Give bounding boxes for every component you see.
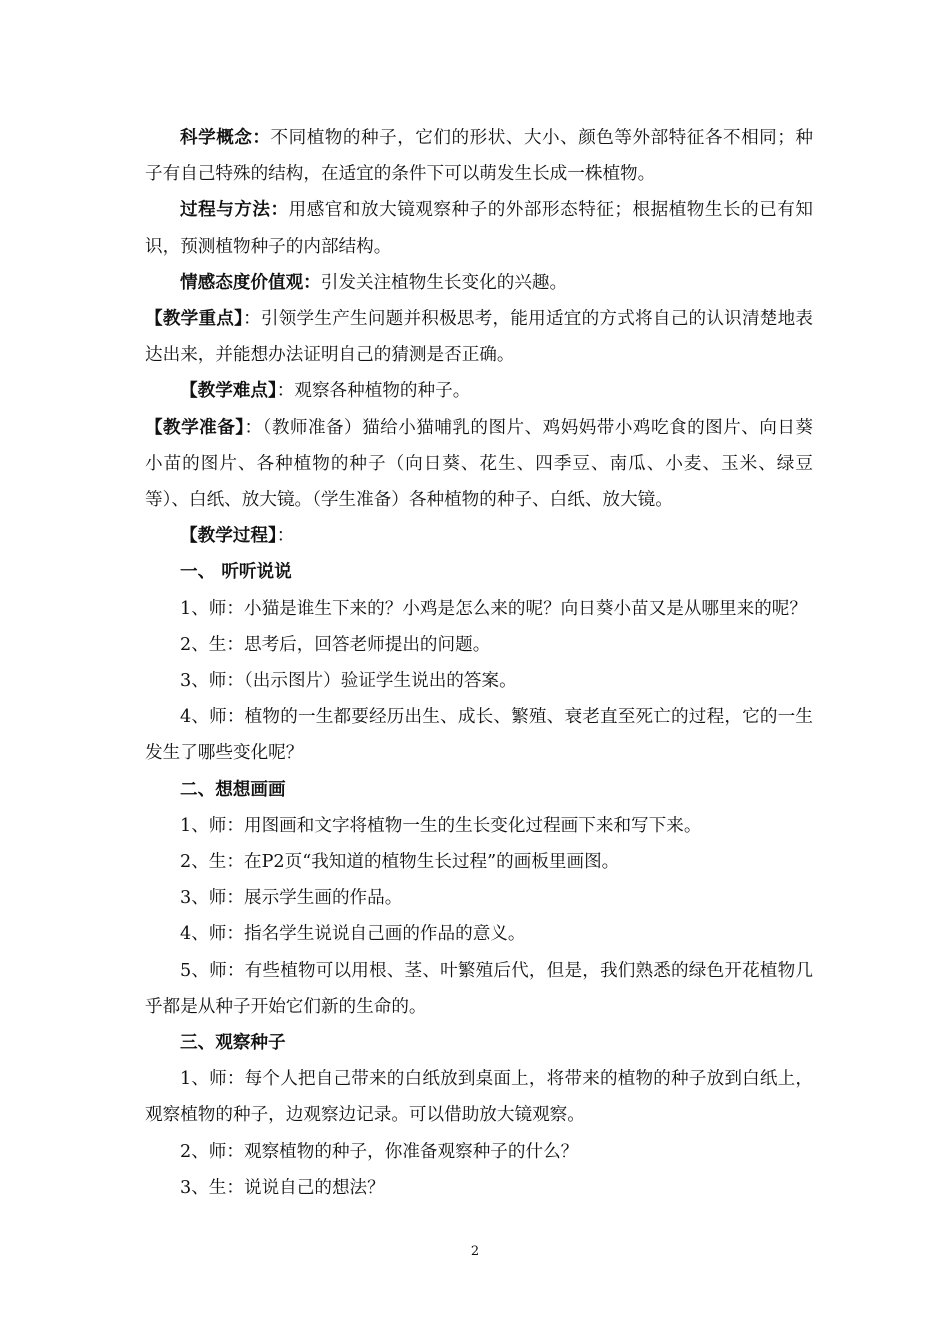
preparation-label: 【教学准备】	[145, 416, 245, 438]
section-1-item: 1、师：小猫是谁生下来的？小鸡是怎么来的呢？向日葵小苗又是从哪里来的呢？	[180, 598, 807, 619]
document-body	[145, 120, 813, 1206]
preparation	[145, 410, 813, 519]
objective-science	[145, 120, 813, 192]
objective-process-label: 过程与方法：	[180, 199, 289, 221]
section-3-title: 三、观察种子	[180, 1032, 286, 1054]
section-2-item: 2、生：在P2页“我知道的植物生长过程”的画板里画图。	[180, 852, 620, 873]
section-3-item: 2、师：观察植物的种子，你准备观察种子的什么？	[180, 1141, 579, 1162]
objective-attitude-text: 引发关注植物生长变化的兴趣。	[320, 272, 568, 293]
process-suffix: ：	[276, 526, 295, 547]
objective-attitude	[145, 265, 813, 301]
section-1-item: 4、师：植物的一生都要经历出生、成长、繁殖、衰老直至死亡的过程，它的一生发生了哪些变化呢？	[145, 707, 813, 764]
difficulty-text: ：观察各种植物的种子。	[276, 381, 471, 402]
key-point-text: ：引领学生产生问题并积极思考，能用适宜的方式将自己的认识清楚地表达出来，并能想办法证明自己的猜测是否正确。	[145, 309, 813, 366]
objective-science-label: 科学概念：	[180, 127, 271, 148]
preparation-text: ：（教师准备）猫给小猫哺乳的图片、鸡妈妈带小鸡吃食的图片、向日葵小苗的图片、各种植物的种子（向日葵、花生、四季豆、南瓜、小麦、玉米、绿豆等）、白纸、放大镜。（学生准备）各种植物的种子、白纸、放大镜。	[145, 417, 813, 511]
objective-attitude-label: 情感态度价值观：	[180, 271, 321, 293]
section-2-item: 4、师：指名学生说说自己画的作品的意义。	[180, 924, 526, 945]
difficulty	[145, 373, 813, 409]
process-label: 【教学过程】	[180, 525, 277, 547]
section-2-item: 3、师：展示学生画的作品。	[180, 888, 403, 909]
section-2-item: 5、师：有些植物可以用根、茎、叶繁殖后代，但是，我们熟悉的绿色开花植物几乎都是从种子开始它们新的生命的。	[145, 960, 813, 1017]
section-1-title: 一、 听听说说	[180, 561, 292, 583]
process-heading	[145, 518, 813, 554]
section-3-item: 1、师：每个人把自己带来的白纸放到桌面上，将带来的植物的种子放到白纸上，观察植物的种子，边观察边记录。可以借助放大镜观察。	[145, 1069, 813, 1126]
key-point	[145, 301, 813, 373]
page-number: 2	[470, 1244, 480, 1259]
objective-process	[145, 192, 813, 264]
key-point-label: 【教学重点】	[145, 308, 244, 330]
difficulty-label: 【教学难点】	[180, 380, 277, 402]
section-1-item: 2、生：思考后，回答老师提出的问题。	[180, 634, 491, 655]
section-3-item: 3、生：说说自己的想法？	[180, 1177, 385, 1198]
objective-process-text: 用感官和放大镜观察种子的外部形态特征；根据植物生长的已有知识，预测植物种子的内部结构。	[145, 200, 813, 257]
objective-science-text: 不同植物的种子，它们的形状、大小、颜色等外部特征各不相同；种子有自己特殊的结构，在适宜的条件下可以萌发生长成一株植物。	[145, 128, 813, 185]
section-1-item: 3、师：（出示图片）验证学生说出的答案。	[180, 671, 517, 692]
section-2-title: 二、想想画画	[180, 778, 286, 800]
section-2-item: 1、师：用图画和文字将植物一生的生长变化过程画下来和写下来。	[180, 815, 702, 836]
